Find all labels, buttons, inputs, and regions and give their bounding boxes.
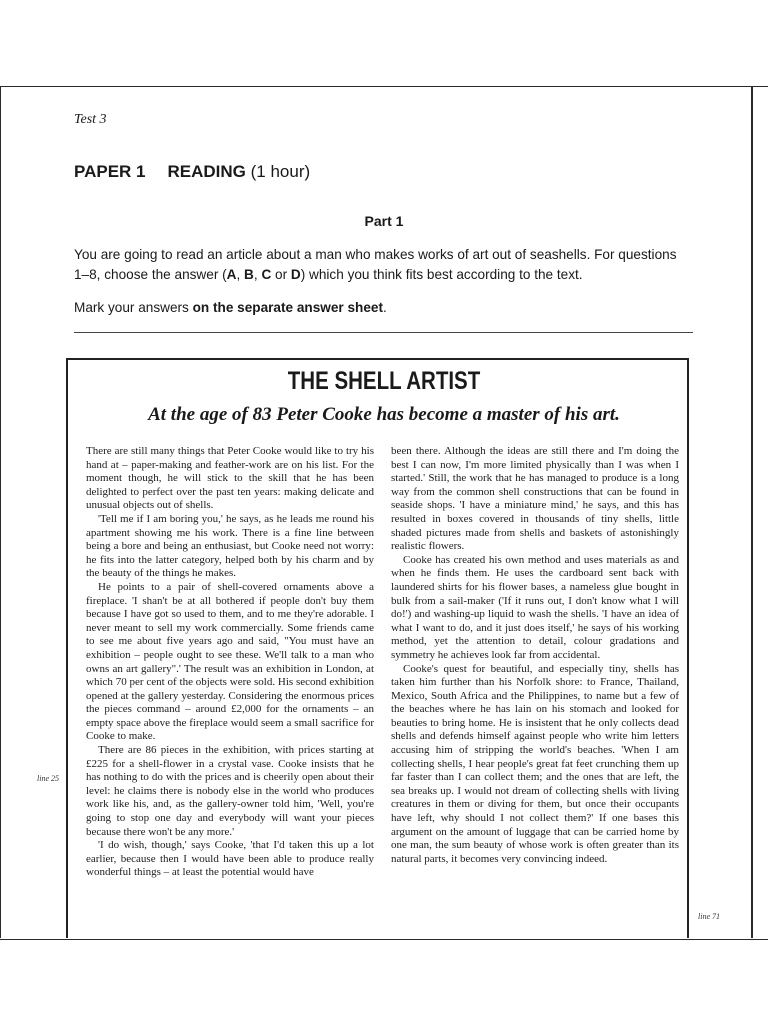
- article-paragraph: Cooke's quest for beautiful, and especially tiny, shells has taken him further than his Norfolk shore: to France, Thailand, Mexico, South Africa and the Philippines, to name but a few of the beaches where he has lain on his stomach and looked for beauties to bring home. He is insistent that he only collects dead shells and defends himself against people who write him letters accusing him of stripping the world's beaches. 'When I am collecting shells, I hear people's great fat feet crunching them up far faster than I can collect them; and the ones that are left, the sea breaks up. I would not dream of collecting shells with living creatures in them or diving for them, but once their occupants have left, why should I not collect them?' If one bases this argument on the amount of luggage that can be carried home by one man, the sum beauty of whose work is often greater than its natural parts, it becomes very convincing indeed.: [391, 662, 679, 865]
- article-paragraph: There are 86 pieces in the exhibition, with prices starting at £225 for a shell-flower in a crystal vase. Cooke insists that he has nothing to do with the prices and is cheerily open about their level: he claims there is nobody else in the world who produces work like his, and, as the gallery-owner told him, 'Well, you're going to stop one day and everybody will want your pieces because there won't be any more.': [86, 744, 374, 838]
- article-title: THE SHELL ARTIST: [287, 367, 481, 395]
- article-paragraph: 'Tell me if I am boring you,' he says, as he leads me round his apartment showing me his work. There is a fine line between being a bore and being an enthusiast, but Cooke need not worry: he fits into the latter category, helped both by his charm and by the beauty of the things he makes.: [86, 512, 374, 580]
- article-paragraph: 'I do wish, though,' says Cooke, 'that I'd taken this up a lot earlier, because then I would have been able to produce really wonderful things – at least the potential would have: [86, 839, 374, 879]
- article-paragraph: There are still many things that Peter Cooke would like to try his hand at – paper-making and feather-work are on his list. For the moment though, he will stick to the skill that he has been delighted to perfect over the past ten years: making delicate and unusual objects out of shells.: [86, 445, 374, 512]
- instructions-paragraph-2: Mark your answers on the separate answer sheet.: [74, 300, 387, 315]
- article-paragraph: Cooke has created his own method and uses materials as and when he finds them. He uses the cardboard sent back with laundered shirts for his flower bases, a nameless glue bought in bulk from a sail-maker ('If it runs out, I don't know what I will do!') and washing-up liquid to wash the shells. 'I have an idea of what I want to do, and it just does itself,' he says of his working method, yet the attention to detail, colour gradations and symmetry he achieves look far from accidental.: [391, 553, 679, 661]
- paper-label: PAPER 1: [74, 162, 146, 181]
- article-paragraph: been there. Although the ideas are still there and I'm doing the best I can now, I'm more limited physically than I was when I started.' Still, the work that he has managed to produce is a long way from the common shell constructions that can be found in seaside shops. 'I have a miniature mind,' he says, and this has resulted in boxes covered in thousands of tiny shells, little shaded pictures made from shells and baskets of astonishingly realistic flowers.: [391, 445, 679, 553]
- article-paragraph: He points to a pair of shell-covered ornaments above a fireplace. 'I shan't be at all bothered if people don't buy them because I have got so used to them, and to me they're adorable. I never meant to sell my work commercially. Some friends came to see me about five years ago and said, "You must have an exhibition – people ought to see these. We'll talk to a man who owns an art gallery".' The result was an exhibition in London, at which 70 per cent of the objects were sold. His second exhibition opened at the gallery yesterday. Considering the enormous prices the pieces command – around £2,000 for the ornaments – an empty space above the fireplace would seem a small sacrifice for Cooke to make.: [86, 580, 374, 743]
- article-column-left: [86, 445, 374, 880]
- paper-heading: [74, 162, 310, 182]
- line-marker-right: line 71: [698, 912, 720, 921]
- article-subtitle: At the age of 83 Peter Cooke has become a master of his art.: [148, 404, 620, 425]
- test-label: Test 3: [74, 112, 107, 127]
- paper-title: READING: [167, 162, 246, 181]
- article-column-right: [391, 445, 679, 866]
- paper-duration: (1 hour): [250, 162, 311, 181]
- instructions-paragraph-1: You are going to read an article about a man who makes works of art out of seashells. For questions 1–8, choose the answer (A, B, C or D) which you think fits best according to the text.: [74, 247, 677, 282]
- line-marker-left: line 25: [37, 774, 59, 783]
- part-heading: Part 1: [364, 213, 404, 229]
- instructions: [74, 245, 694, 331]
- divider-rule: [74, 332, 693, 333]
